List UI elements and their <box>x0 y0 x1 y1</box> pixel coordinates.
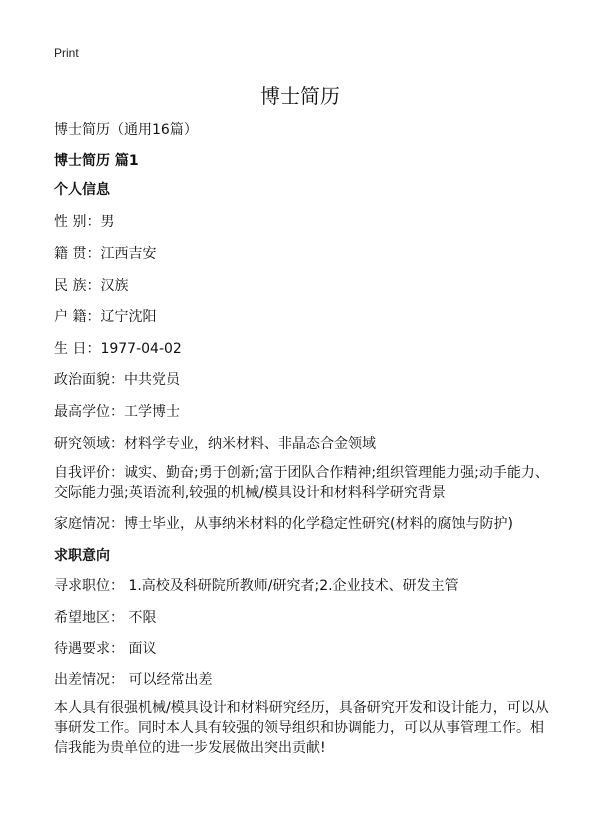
personal-info-heading: 个人信息 <box>54 182 110 198</box>
job-intent-travel: 出差情况： 可以经常出差 <box>54 672 213 688</box>
job-intent-position: 寻求职位： 1.高校及科研院所教师/研究者;2.企业技术、研发主管 <box>54 578 459 594</box>
job-intent-heading: 求职意向 <box>54 548 110 564</box>
job-intent-salary: 待遇要求： 面议 <box>54 641 157 657</box>
personal-info-birthday: 生 日：1977-04-02 <box>54 341 182 357</box>
document-title: 博士简历 <box>260 84 340 108</box>
personal-info-origin: 籍 贯：江西吉安 <box>54 246 157 262</box>
print-label: Print <box>54 46 79 60</box>
personal-info-household: 户 籍：辽宁沈阳 <box>54 309 157 325</box>
personal-info-self-evaluation: 自我评价：诚实、勤奋;勇于创新;富于团队合作精神;组织管理能力强;动手能力、交际能力强;英语流利,较强的机械/模具设计和材料科学研究背景 <box>54 465 549 501</box>
personal-info-ethnicity: 民 族：汉族 <box>54 278 129 294</box>
personal-info-gender: 性 别：男 <box>54 214 115 230</box>
summary-paragraph: 本人具有很强机械/模具设计和材料研究经历，具备研究开发和设计能力，可以从事研发工作。同时本人具有较强的领导组织和协调能力，可以从事管理工作。相信我能为贵单位的进一步发展做出突出贡献! <box>54 700 549 756</box>
personal-info-research-field: 研究领域：材料学专业，纳米材料、非晶态合金领域 <box>54 436 376 452</box>
document-subtitle: 博士简历（通用16篇） <box>54 122 198 138</box>
section-title: 博士简历 篇1 <box>54 153 139 169</box>
job-intent-region: 希望地区： 不限 <box>54 610 157 626</box>
personal-info-political-status: 政治面貌：中共党员 <box>54 372 180 388</box>
personal-info-degree: 最高学位：工学博士 <box>54 404 180 420</box>
personal-info-family: 家庭情况：博士毕业，从事纳米材料的化学稳定性研究(材料的腐蚀与防护) <box>54 516 513 532</box>
